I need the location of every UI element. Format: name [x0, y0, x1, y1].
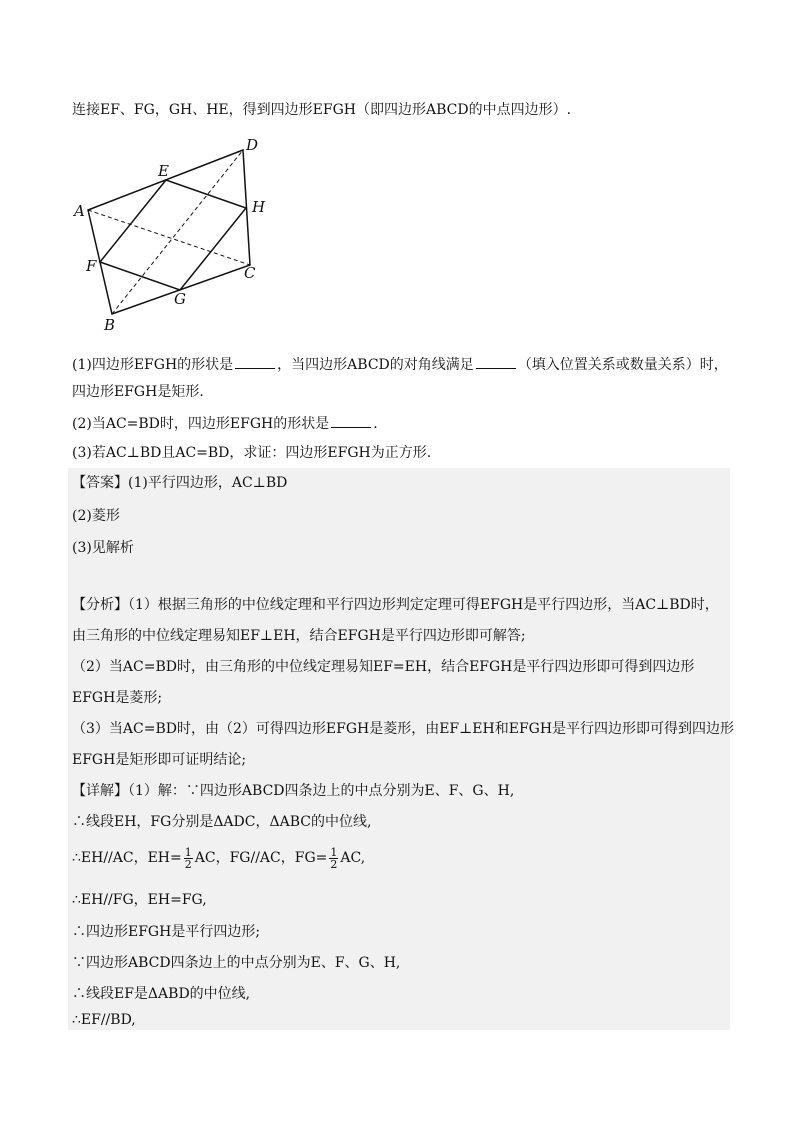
intro-text: 连接EF、FG，GH、HE，得到四边形EFGH（即四边形ABCD的中点四边形）. [72, 102, 572, 118]
label-d: D [246, 136, 259, 154]
label-a: A [74, 202, 85, 220]
answer-blank-3 [331, 413, 371, 428]
question-2: (2)当AC=BD时，四边形EFGH的形状是 . [72, 413, 378, 434]
quad-abcd [88, 150, 250, 314]
detail-line-6: ∵四边形ABCD四条边上的中点分别为E、F、G、H, [72, 955, 401, 971]
fraction-half-1: $\frac{1}{2}$ [184, 845, 192, 871]
label-e: E [158, 162, 169, 180]
detail-line-2: ∴线段EH，FG分别是ΔADC，ΔABC的中位线, [72, 814, 372, 830]
answer-blank-2 [476, 354, 516, 369]
detail-line-5: ∴四边形EFGH是平行四边形; [72, 924, 261, 940]
question-1: (1)四边形EFGH的形状是 ，当四边形ABCD的对角线满足 （填入位置关系或数量关系）时， [72, 354, 728, 375]
label-b: B [104, 316, 116, 334]
detail-line-4: ∴EH//FG，EH=FG, [72, 892, 207, 908]
detail-line-8: ∴EF//BD, [72, 1012, 136, 1028]
answer-blank-1 [235, 354, 275, 369]
analysis-line-6: EFGH是矩形即可证明结论; [72, 752, 247, 768]
analysis-line-1: 【分析】（1）根据三角形的中位线定理和平行四边形判定定理可得EFGH是平行四边形，当AC⊥BD时， [72, 597, 719, 613]
analysis-line-2: 由三角形的中位线定理易知EF⊥EH，结合EFGH是平行四边形即可解答; [72, 628, 526, 644]
answer-2: (2)菱形 [72, 508, 120, 524]
label-c: C [244, 264, 256, 282]
label-h: H [252, 198, 266, 216]
analysis-line-3: （2）当AC=BD时，由三角形的中位线定理易知EF=EH，结合EFGH是平行四边形即可得到四边形 [72, 659, 695, 675]
detail-line-1: 【详解】（1）解：∵四边形ABCD四条边上的中点分别为E、F、G、H, [72, 783, 515, 799]
answer-1: 【答案】(1)平行四边形，AC⊥BD [72, 475, 288, 491]
answer-section [68, 468, 730, 1030]
analysis-line-4: EFGH是菱形; [72, 690, 163, 706]
question-3: (3)若AC⊥BD且AC=BD，求证：四边形EFGH为正方形. [72, 445, 432, 461]
analysis-line-5: （3）当AC=BD时，由（2）可得四边形EFGH是菱形，由EF⊥EH和EFGH是平行四边形即可得到四边形 [72, 721, 735, 737]
question-1-cont: 四边形EFGH是矩形. [72, 384, 204, 400]
label-g: G [174, 290, 186, 308]
label-f: F [86, 257, 97, 275]
fraction-half-2: $\frac{1}{2}$ [330, 845, 338, 871]
diagonal-ac [88, 210, 250, 265]
answer-3: (3)见解析 [72, 540, 134, 556]
detail-line-7: ∴线段EF是ΔABD的中位线, [72, 986, 251, 1002]
detail-line-3: ∴EH//AC，EH= $\frac{1}{2}$ AC，FG//AC，FG= $\frac{1}{2}$ AC, [72, 845, 366, 871]
quadrilateral-figure [70, 135, 290, 335]
